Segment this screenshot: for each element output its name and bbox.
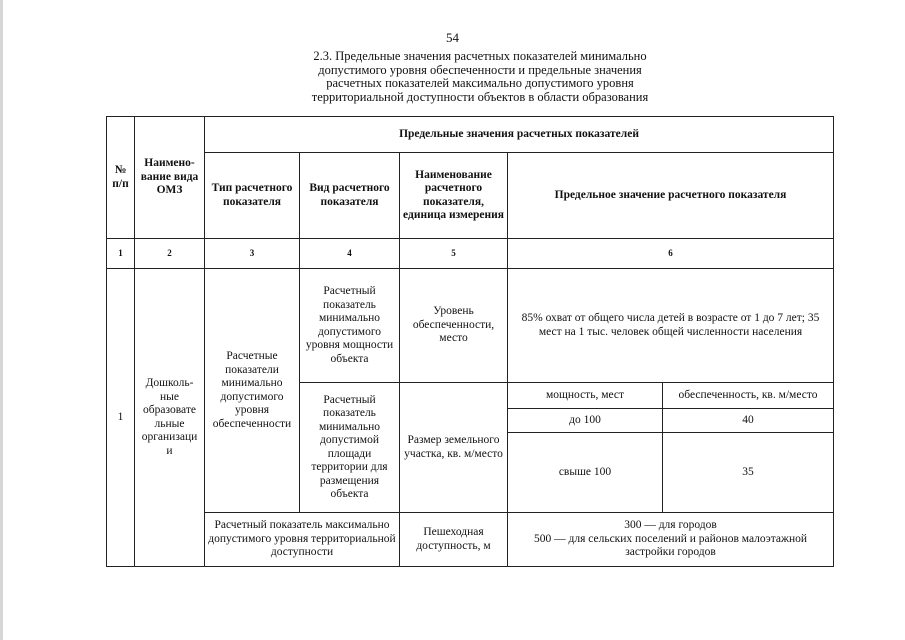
col-number: 2: [135, 239, 205, 269]
type-min: Расчетные показатели минимально допустимого уровня обеспеченности: [205, 269, 300, 513]
col-number: 4: [300, 239, 400, 269]
col-number: 5: [400, 239, 508, 269]
col-number: 1: [107, 239, 135, 269]
name-capacity: Уровень обеспеченности, место: [400, 269, 508, 383]
access-line: 500 — для сельских поселений и районов малоэтажной застройки городов: [533, 532, 808, 559]
col-number: 6: [508, 239, 834, 269]
name-access: Пешеходная доступность, м: [400, 513, 508, 567]
kind-capacity: Расчетный показатель минимально допустимого уровня мощности объекта: [300, 269, 400, 383]
heading-line: расчетных показателей максимально допустимого уровня: [326, 76, 634, 90]
page-number: 54: [446, 30, 459, 45]
heading-line: 2.3. Предельные значения расчетных показателей минимально: [313, 49, 647, 63]
col-number: 3: [205, 239, 300, 269]
kind-area: Расчетный показатель минимально допустимой площади территории для размещения объекта: [300, 383, 400, 513]
area-capacity-cell: до 100: [508, 409, 663, 433]
area-provision-cell: 40: [663, 409, 834, 433]
name-area: Размер земельного участка, кв. м/место: [400, 383, 508, 513]
access-line: 300 — для городов: [624, 519, 717, 532]
section-heading: [240, 50, 720, 104]
header-limit: Предельное значение расчетного показателя: [508, 153, 834, 239]
row-omz: Дошколь-ные образовате льные организаци и: [135, 269, 205, 567]
scan-edge: [0, 0, 3, 640]
header-type: Тип расчетного показателя: [205, 153, 300, 239]
type-max: Расчетный показатель максимально допустимого уровня территориальной доступности: [205, 513, 400, 567]
area-capacity-cell: свыше 100: [508, 433, 663, 513]
header-name-unit: Наименование расчетного показателя, единица измерения: [400, 153, 508, 239]
area-provision-cell: 35: [663, 433, 834, 513]
value-capacity: 85% охват от общего числа детей в возрасте от 1 до 7 лет; 35 мест на 1 тыс. человек общей численности населения: [508, 269, 834, 383]
heading-line: допустимого уровня обеспеченности и предельные значения: [318, 62, 642, 77]
subheader-provision: обеспеченность, кв. м/место: [663, 383, 834, 409]
heading-line: территориальной доступности объектов в области образования: [311, 89, 649, 104]
indicators-table: [106, 116, 834, 567]
header-no: № п/п: [107, 117, 135, 239]
row-no: 1: [107, 269, 135, 567]
header-kind: Вид расчетного показателя: [300, 153, 400, 239]
header-omz: Наимено-вание вида ОМЗ: [135, 117, 205, 239]
header-group: Предельные значения расчетных показателей: [205, 117, 834, 153]
subheader-capacity: мощность, мест: [508, 383, 663, 409]
value-access: [508, 513, 834, 567]
